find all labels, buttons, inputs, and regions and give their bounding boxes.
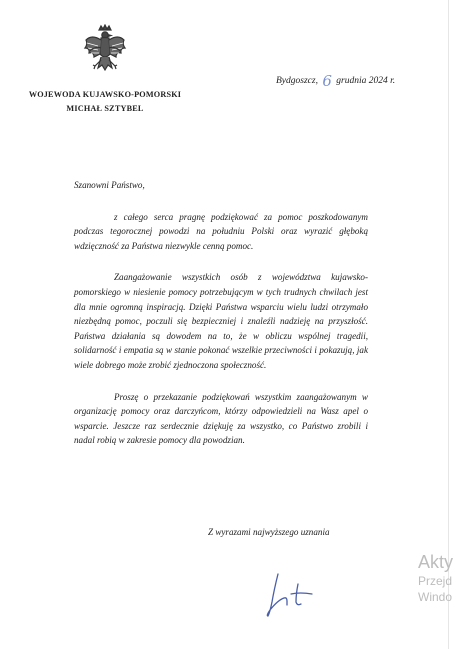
salutation: Szanowni Państwo, [74,180,145,190]
watermark-line-1: Akty [418,552,454,572]
polish-eagle-emblem-icon [82,24,128,84]
official-name: MICHAŁ SZTYBEL [66,104,144,113]
paragraph-2: Zaangażowanie wszystkich osób z województwa kujawsko-pomorskiego w niesienie pomocy potrzebującym w tych trudnych chwilach jest dla mnie ogromną inspiracją. Dzięki Państwa wsparciu wielu ludzi otrzymało niezbędną pomoc, poczuli się bezpieczniej i znaleźli nadzieję na przyszłość. Państwa działania są dowodem na to, że w obliczu wspólnej tragedii, solidarność i empatia są w stanie pokonać wszelkie przeciwności i pokazują, jak wiele dobrego może zrobić zjednoczona społeczność. [74,272,368,370]
closing-line: Z wyrazami najwyższego uznania [208,527,330,537]
office-header [24,88,186,116]
office-title: WOJEWODA KUJAWSKO-POMORSKI [28,90,182,99]
watermark-line-2: Przejd [418,574,453,588]
letter-body [74,178,368,465]
windows-activation-watermark [418,553,453,603]
date-month-year: grudnia 2024 r. [336,76,396,86]
handwritten-signature [254,570,334,620]
date-city: Bydgoszcz, [276,76,318,86]
letter-date [276,69,396,90]
paragraph-1: z całego serca pragnę podziękować za pomoc poszkodowanym podczas tegorocznej powodzi na południu Polski oraz wyrazić głęboką wdzięczność za Państwa niezwykle cenną pomoc. [74,211,368,251]
watermark-line-3: Windo [418,590,453,604]
date-day-handwritten: 6 [322,72,332,90]
paragraph-3: Proszę o przekazanie podziękowań wszystkim zaangażowanym w organizację pomocy oraz darczyńcom, którzy odpowiedzieli na Wasz apel o wsparcie. Jeszcze raz serdecznie dziękuję za wszystko, co Państwo zrobili i nadal robią w zakresie pomocy dla powodzian. [74,391,368,446]
